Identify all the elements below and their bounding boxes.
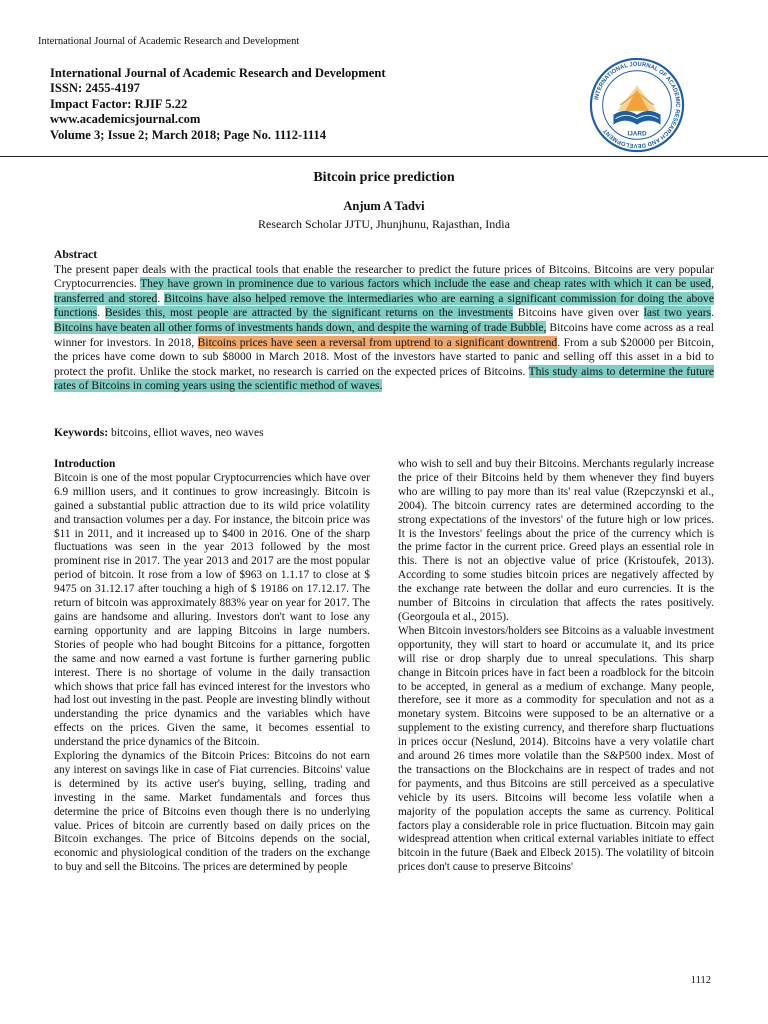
logo-short-text: IJARD <box>627 130 647 138</box>
keywords-text: bitcoins, elliot waves, neo waves <box>108 426 264 439</box>
logo-ring-text: INTERNATIONAL JOURNAL OF ACADEMIC RESEARCH AND DEVELOPMENT <box>594 61 681 149</box>
website: www.academicsjournal.com <box>50 112 201 127</box>
paragraph: Bitcoin is one of the most popular Cryptocurrencies which have over 6.9 million users, and it continues to grow increasingly. Bitcoin is gained a substantial public attraction due to its wild price volatility and transaction volumes per a day. For instance, the bitcoin price was $11 in 2011, and it increased up to $400 in 2016. One of the sharp fluctuations was seen in the year 2013 followed by the most prominent rise in 2017. The year 2013 and 2017 are the most popular period of bitcoin. It rose from a low of $963 on 1.1.17 to close at $ 9475 on 31.12.17 after touching a high of $ 19186 on 17.12.17. The return of bitcoin was approximately 883% year on year for 2017. The gains are handsome and alluring. Investors don't want to lose any earning opportunity and are lapping Bitcoins in large numbers. Stories of people who had bought Bitcoins for a pittance, forgotten the same and now earned a vast fortune is further garnering public interest. There is no shortage of volume in the daily transaction which shows that price fall has evinced interest for the investors who had lost out investing in the past. People are investing blindly without understanding the price dynamics and the variables which have effects on the prices. Given the same, it becomes essential to understand the price dynamics of the Bitcoin. <box>54 471 370 749</box>
highlight-teal: This study aims to determine the future rates of Bitcoins in coming years using the scientific method of waves. <box>54 364 714 393</box>
issn: ISSN: 2455-4197 <box>50 81 140 96</box>
masthead <box>50 66 386 143</box>
journal-logo <box>588 56 686 154</box>
journal-name: International Journal of Academic Research and Development <box>50 66 386 80</box>
left-column <box>54 458 370 875</box>
running-head: International Journal of Academic Research and Development <box>38 36 300 47</box>
abstract-text: . <box>157 291 165 305</box>
abstract-text: . <box>711 306 715 320</box>
paragraph: who wish to sell and buy their Bitcoins. Merchants regularly increase the price of their Bitcoins held by them whenever they find buyers who are willing to pay more than its' real value (Rzepczynski et al., 2004). The bitcoin currency rates are determined according to the strong expectations of the investors' of the future high or low prices. It is the Investors' feelings about the price of the currency which is the prime factor in the current price. Greed plays an essential role in this. There is not an objective value of price (Kristoufek, 2013). According to some studies bitcoin prices are negatively affected by the exchange rate between the dollar and euro currencies. It is the number of Bitcoins in circulation that affects the rates positively. (Georgoula et al., 2015). <box>398 458 714 623</box>
highlight-teal: last two years <box>643 306 712 320</box>
highlight-teal: Bitcoins have also helped remove the intermediaries who are earning a significant commission for doing the above functions <box>54 291 715 320</box>
abstract-text: . From a sub $20000 per Bitcoin, the prices have come down to sub $8000 in March 2018. Most of the investors have started to panic and selling off this asset in a bid to protect the profit. Unlike the stock market, no research is carried on the expected prices of Bitcoins. <box>54 335 714 378</box>
abstract-text: Bitcoins have come across as a real winner for investors. In 2018, <box>54 320 714 349</box>
highlight-teal: Bitcoins have beaten all other forms of investments hands down, and despite the warning of trade Bubble, <box>54 320 547 334</box>
highlight-teal: They have grown in prominence due to various factors which include the ease and cheap rates with which it can be used <box>140 277 712 291</box>
highlight-teal: Besides this, most people are attracted by the significant returns on the investments <box>104 306 514 320</box>
highlight-orange: Bitcoins prices have seen a reversal from uptrend to a significant downtrend <box>197 335 558 349</box>
paper-title: Bitcoin price prediction <box>313 170 455 185</box>
page-number: 1112 <box>690 975 711 986</box>
paragraph: When Bitcoin investors/holders see Bitcoins as a valuable investment opportunity, they will start to hoard or accumulate it, and its price will rise or drop sharply due to unreal speculations. This sharp change in Bitcoin prices have in fact been a roadblock for the bitcoin to be accepted, in general as a medium of exchange. Many people, therefore, see it more as a commodity for speculation and not as a monetary system. Bitcoins were supposed to be an alternative or a supplement to the existing currency, and therefore sharp fluctuations in prices occur (Neslund, 2014). Bitcoins have a very volatile chart and around 26 times more volatile than the S&P500 index. Most of the transactions on the Blockchains are in respect of trades and not for payments, and thus Bitcoins are still perceived as a speculative vehicle by its users. Bitcoins will become less volatile when a majority of the population accepts the same as currency. Political factors play a considerable role in price fluctuation. Bitcoin may gain widespread attention when critical external variables initiate to effect bitcoin in the future (Baek and Elbeck 2015). The volatility of bitcoin prices don't cause to preserve Bitcoins' <box>398 624 714 874</box>
author-name: Anjum A Tadvi <box>343 199 425 213</box>
author-affiliation: Research Scholar JJTU, Jhunjhunu, Rajasthan, India <box>258 217 510 231</box>
paragraph: Exploring the dynamics of the Bitcoin Prices: Bitcoins do not earn any interest on savings like in case of Fiat currencies. Bitcoins' value is determined by its active user's buying, selling, trading and investing in the same. Market fundamentals and forces thus determine the price of Bitcoins even though there is no underlying value. Prices of bitcoin are currently based on daily prices on the Bitcoin exchanges. The price of Bitcoins depends on the social, economic and physiological condition of the traders on the exchange to buy and sell the Bitcoins. The prices are determined by people <box>54 750 370 874</box>
highlight-teal: transferred and stored <box>54 291 158 305</box>
volume-info: Volume 3; Issue 2; March 2018; Page No. 1112-1114 <box>50 127 327 142</box>
abstract-text: . <box>97 306 105 320</box>
right-column <box>398 458 714 875</box>
introduction-heading: Introduction <box>54 458 116 470</box>
keywords <box>54 426 714 439</box>
abstract-text: The present paper deals with the practical tools that enable the researcher to predict the future prices of Bitcoins. Bitcoins are very popular Cryptocurrencies. <box>54 262 714 291</box>
abstract-heading: Abstract <box>54 248 98 261</box>
abstract-text: Bitcoins have given over <box>513 306 644 320</box>
header-divider <box>0 156 768 157</box>
impact-factor: Impact Factor: RJIF 5.22 <box>50 96 188 111</box>
abstract <box>54 248 714 394</box>
abstract-text: , <box>711 277 714 291</box>
keywords-label: Keywords: <box>54 426 109 439</box>
